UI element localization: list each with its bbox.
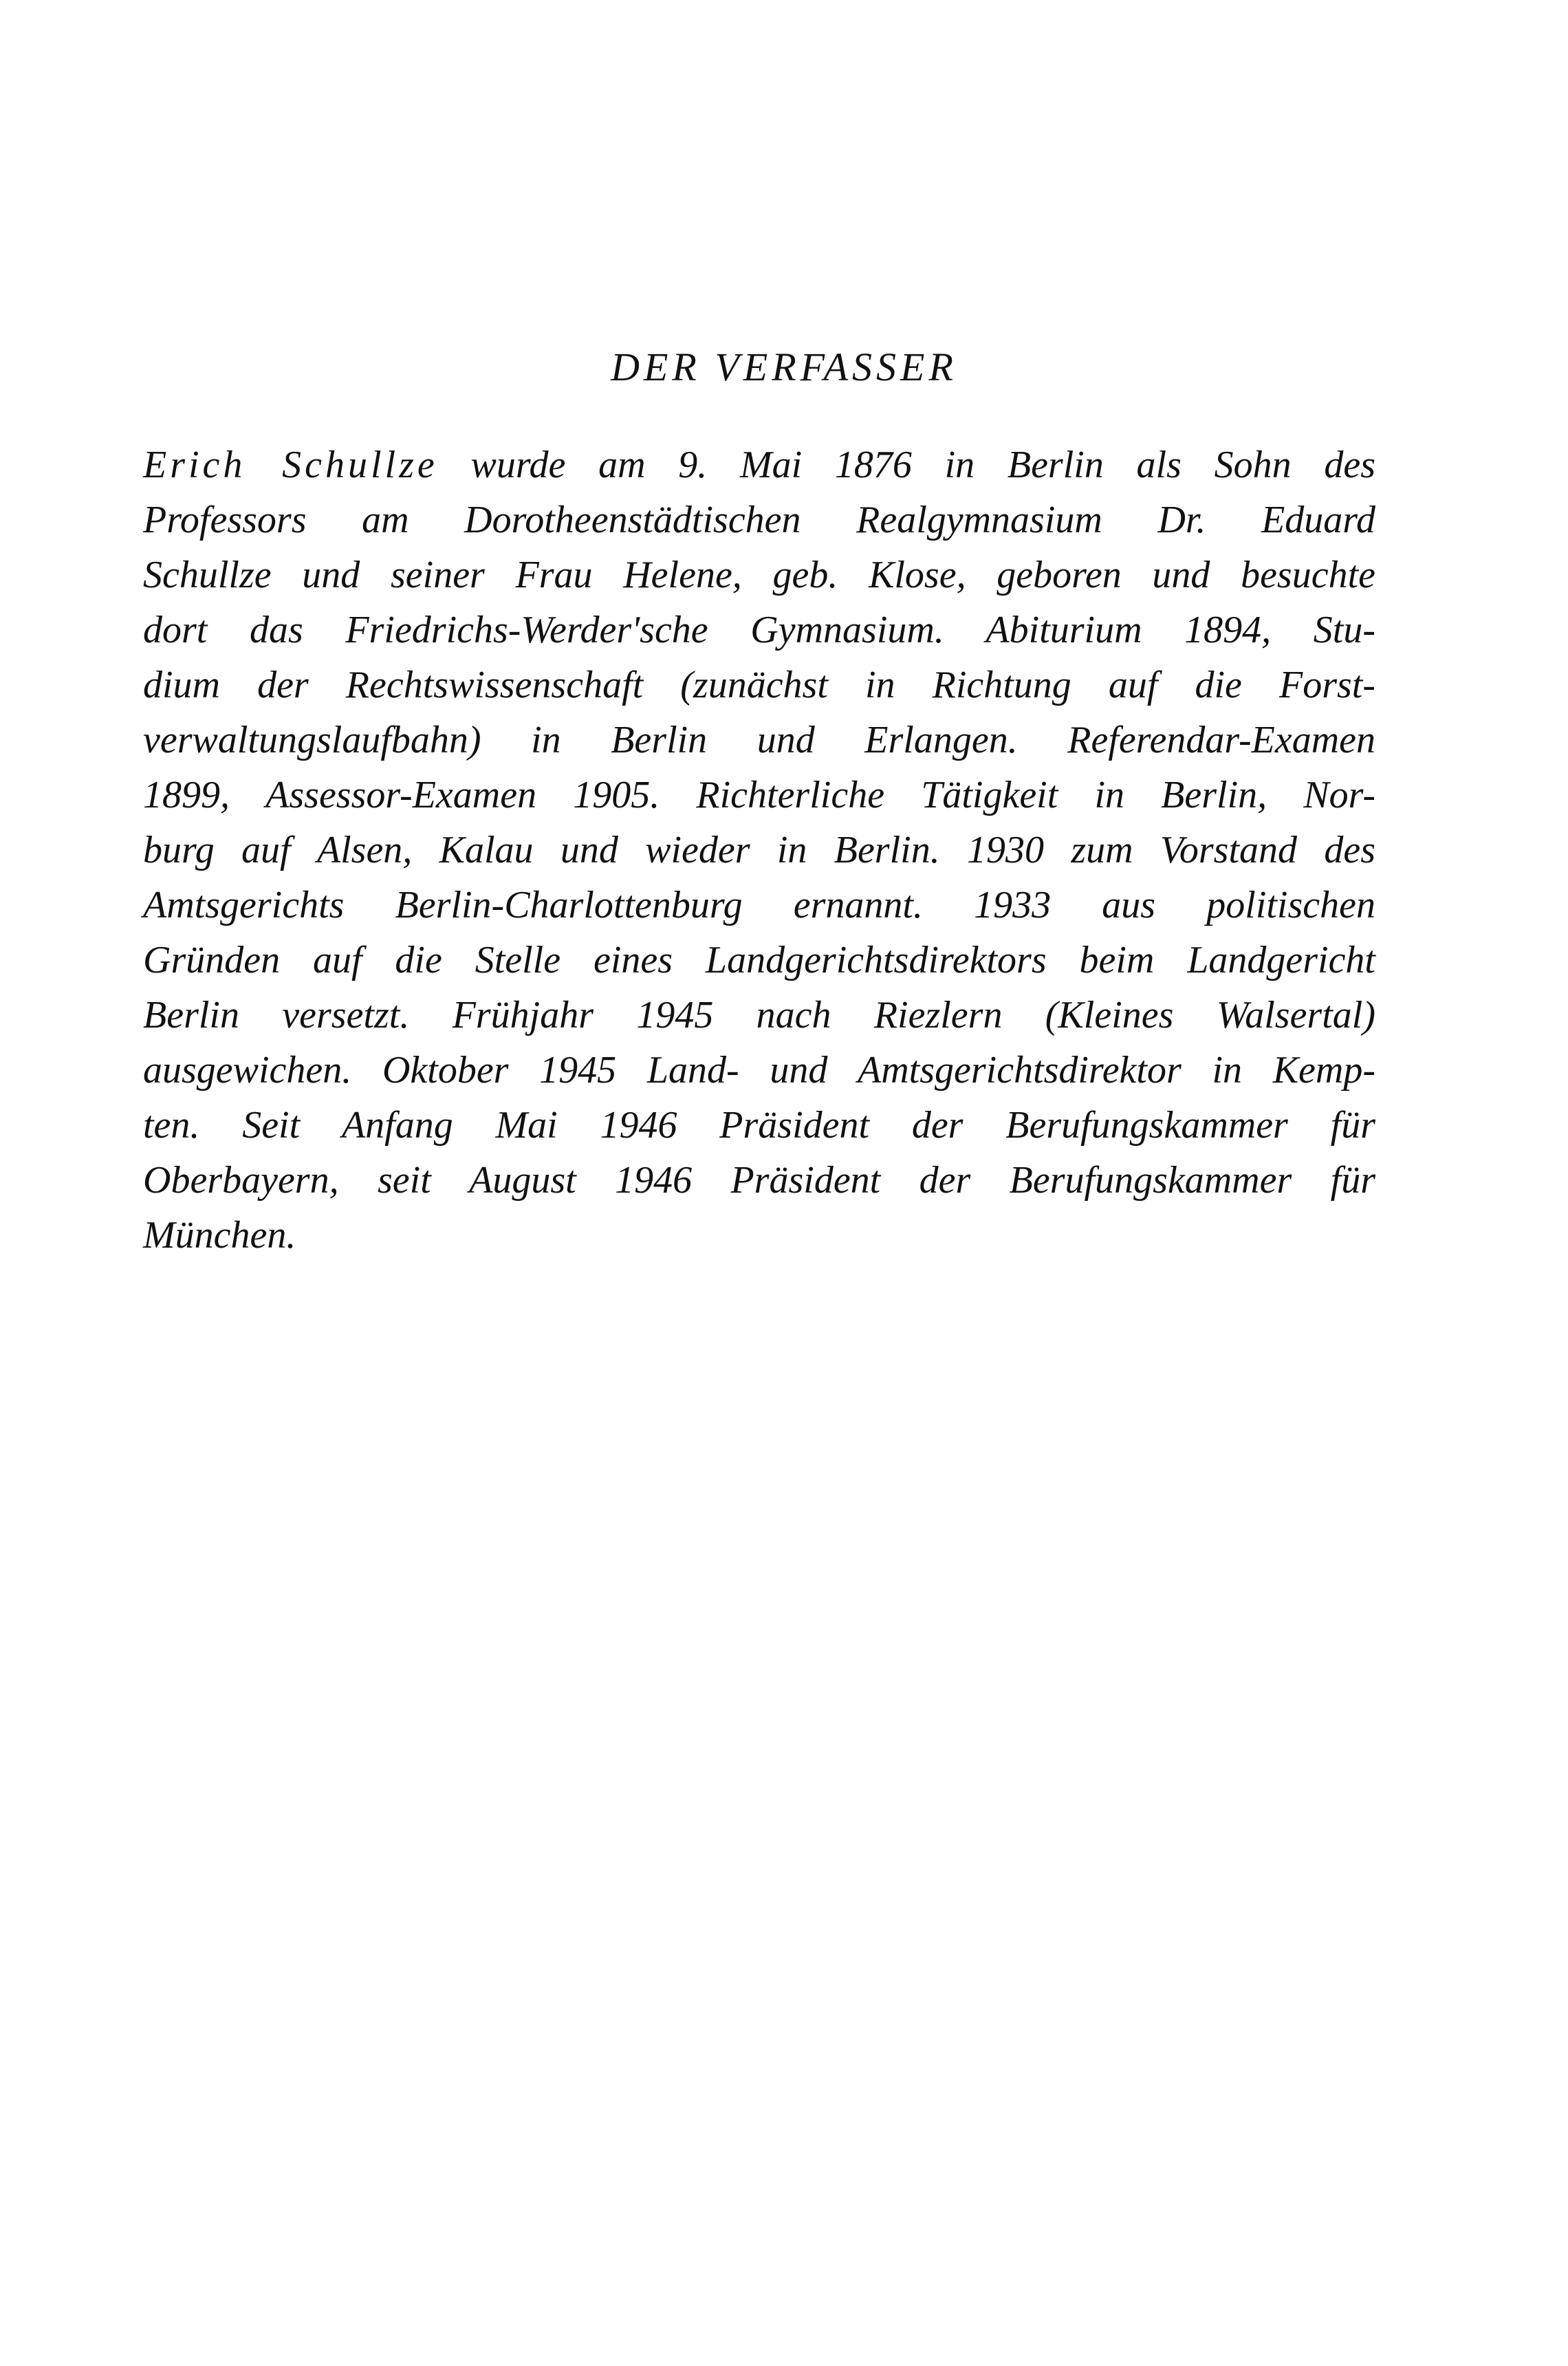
text-line: dium der Rechtswissenschaft (zunächst in Richtung auf die Forst- bbox=[143, 664, 1375, 706]
text-line-rest: wurde am 9. Mai 1876 in Berlin als Sohn des bbox=[437, 444, 1375, 486]
text-line: Berlin versetzt. Frühjahr 1945 nach Riezlern (Kleines Walsertal) bbox=[143, 994, 1375, 1037]
text-line: Schullze und seiner Frau Helene, geb. Klose, geboren und besuchte bbox=[143, 554, 1375, 596]
text-line: 1899, Assessor-Examen 1905. Richterliche Tätigkeit in Berlin, Nor- bbox=[143, 774, 1375, 816]
text-line: Oberbayern, seit August 1946 Präsident der Berufungskammer für bbox=[143, 1159, 1375, 1202]
text-line: ten. Seit Anfang Mai 1946 Präsident der Berufungskammer für bbox=[143, 1104, 1375, 1147]
text-line: München. bbox=[143, 1214, 296, 1257]
text-line: Amtsgerichts Berlin-Charlottenburg ernannt. 1933 aus politischen bbox=[143, 884, 1375, 926]
text-line: Professors am Dorotheenstädtischen Realgymnasium Dr. Eduard bbox=[143, 499, 1375, 541]
author-biography bbox=[143, 437, 1375, 1263]
text-line: verwaltungslaufbahn) in Berlin und Erlangen. Referendar-Examen bbox=[143, 719, 1375, 761]
text-line: dort das Friedrichs-Werder'sche Gymnasium. Abiturium 1894, Stu- bbox=[143, 609, 1375, 651]
text-line: ausgewichen. Oktober 1945 Land- und Amtsgerichtsdirektor in Kemp- bbox=[143, 1049, 1375, 1092]
text-line: Gründen auf die Stelle eines Landgerichtsdirektors beim Landgericht bbox=[143, 939, 1375, 981]
author-name: Erich Schullze bbox=[143, 444, 438, 486]
text-line: burg auf Alsen, Kalau und wieder in Berlin. 1930 zum Vorstand des bbox=[143, 829, 1375, 871]
text-line bbox=[143, 437, 1375, 492]
page-title: DER VERFASSER bbox=[611, 345, 957, 389]
